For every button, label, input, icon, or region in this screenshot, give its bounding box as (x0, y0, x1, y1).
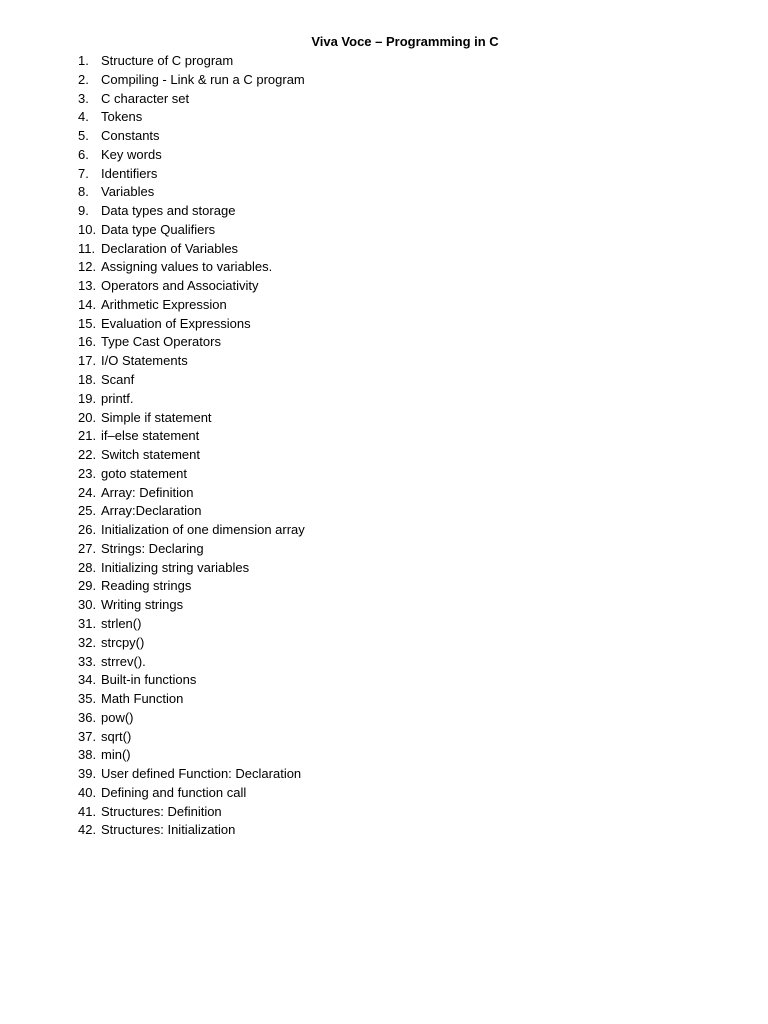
item-text: printf. (101, 390, 134, 406)
item-number: 2. (78, 71, 89, 87)
item-text: Built-in functions (101, 672, 197, 688)
item-text: Strings: Declaring (101, 540, 204, 556)
item-text: Simple if statement (101, 409, 212, 425)
item-number: 38. (78, 747, 97, 763)
list-item (78, 596, 305, 615)
list-item (78, 540, 305, 559)
item-text: Operators and Associativity (101, 278, 259, 294)
item-number: 30. (78, 597, 97, 613)
item-number: 5. (78, 128, 89, 144)
item-number: 11. (78, 240, 96, 256)
item-number: 13. (78, 278, 97, 294)
list-item (78, 821, 305, 840)
item-text: Defining and function call (101, 784, 247, 800)
list-item (78, 803, 305, 822)
item-number: 24. (78, 484, 97, 500)
item-number: 31. (78, 615, 97, 631)
list-item (78, 728, 305, 747)
item-text: Variables (101, 184, 155, 200)
list-item (78, 409, 305, 428)
item-number: 32. (78, 634, 97, 650)
item-number: 28. (78, 559, 97, 575)
item-text: Data type Qualifiers (101, 221, 216, 237)
item-number: 20. (78, 409, 97, 425)
item-text: Identifiers (101, 165, 158, 181)
item-number: 26. (78, 522, 97, 538)
item-text: Assigning values to variables. (101, 259, 273, 275)
list-item (78, 390, 305, 409)
item-number: 12. (78, 259, 97, 275)
list-item (78, 465, 305, 484)
item-number: 41. (78, 803, 97, 819)
item-text: Math Function (101, 691, 184, 707)
item-number: 21. (78, 428, 97, 444)
item-text: Compiling - Link & run a C program (101, 71, 305, 87)
list-item (78, 484, 305, 503)
item-number: 17. (78, 353, 97, 369)
list-item (78, 634, 305, 653)
list-item (78, 90, 305, 109)
item-number: 9. (78, 203, 89, 219)
item-text: Array:Declaration (101, 503, 202, 519)
list-item (78, 183, 305, 202)
item-number: 42. (78, 822, 97, 838)
list-item (78, 765, 305, 784)
item-number: 27. (78, 540, 97, 556)
list-item (78, 446, 305, 465)
list-item (78, 165, 305, 184)
item-number: 8. (78, 184, 89, 200)
item-text: Data types and storage (101, 203, 236, 219)
item-number: 34. (78, 672, 97, 688)
list-item (78, 127, 305, 146)
item-text: Reading strings (101, 578, 192, 594)
item-number: 1. (78, 53, 89, 68)
item-number: 37. (78, 728, 97, 744)
item-text: Scanf (101, 372, 135, 388)
item-number: 23. (78, 465, 97, 481)
item-text: I/O Statements (101, 353, 188, 369)
item-text: Structures: Definition (101, 803, 222, 819)
list-item (78, 653, 305, 672)
item-text: C character set (101, 90, 190, 106)
item-text: Type Cast Operators (101, 334, 221, 350)
item-number: 22. (78, 447, 97, 463)
item-text: Structure of C program (101, 53, 234, 68)
item-text: sqrt() (101, 728, 132, 744)
item-number: 16. (78, 334, 97, 350)
item-text: Declaration of Variables (101, 240, 239, 256)
item-text: Tokens (101, 109, 143, 125)
item-text: Writing strings (101, 597, 184, 613)
list-item (78, 277, 305, 296)
item-text: min() (101, 747, 131, 763)
item-text: User defined Function: Declaration (101, 766, 302, 782)
list-item (78, 52, 305, 71)
list-item (78, 296, 305, 315)
item-text: Array: Definition (101, 484, 194, 500)
list-item (78, 202, 305, 221)
list-item (78, 315, 305, 334)
item-number: 3. (78, 90, 89, 106)
item-text: strrev(). (101, 653, 146, 669)
item-number: 18. (78, 372, 97, 388)
list-item (78, 427, 305, 446)
list-item (78, 521, 305, 540)
list-item (78, 352, 305, 371)
item-text: Evaluation of Expressions (101, 315, 251, 331)
list-item (78, 559, 305, 578)
list-item (78, 108, 305, 127)
item-text: Arithmetic Expression (101, 296, 227, 312)
item-number: 33. (78, 653, 97, 669)
list-item (78, 615, 305, 634)
item-number: 35. (78, 691, 97, 707)
item-number: 29. (78, 578, 97, 594)
item-number: 40. (78, 784, 97, 800)
item-text: Switch statement (101, 447, 200, 463)
item-number: 15. (78, 315, 97, 331)
item-text: pow() (101, 709, 134, 725)
item-number: 10. (78, 221, 97, 237)
item-text: Key words (101, 146, 162, 162)
list-item (78, 690, 305, 709)
item-number: 39. (78, 766, 97, 782)
list-item (78, 240, 305, 259)
topic-list (78, 52, 305, 840)
page-title: Viva Voce – Programming in C (311, 34, 499, 49)
item-text: if–else statement (101, 428, 200, 444)
list-item (78, 333, 305, 352)
list-item (78, 258, 305, 277)
item-number: 6. (78, 146, 89, 162)
item-text: Initializing string variables (101, 559, 250, 575)
item-text: goto statement (101, 465, 187, 481)
list-item (78, 746, 305, 765)
item-number: 4. (78, 109, 89, 125)
list-item (78, 709, 305, 728)
item-text: Initialization of one dimension array (101, 522, 305, 538)
list-item (78, 71, 305, 90)
list-item (78, 371, 305, 390)
item-number: 19. (78, 390, 97, 406)
list-item (78, 784, 305, 803)
list-item (78, 577, 305, 596)
item-number: 36. (78, 709, 97, 725)
item-number: 7. (78, 165, 89, 181)
item-text: Constants (101, 128, 160, 144)
item-text: strlen() (101, 615, 142, 631)
item-text: strcpy() (101, 634, 145, 650)
list-item (78, 221, 305, 240)
item-number: 25. (78, 503, 97, 519)
list-item (78, 671, 305, 690)
list-item (78, 502, 305, 521)
item-number: 14. (78, 296, 97, 312)
list-item (78, 146, 305, 165)
item-text: Structures: Initialization (101, 822, 236, 838)
